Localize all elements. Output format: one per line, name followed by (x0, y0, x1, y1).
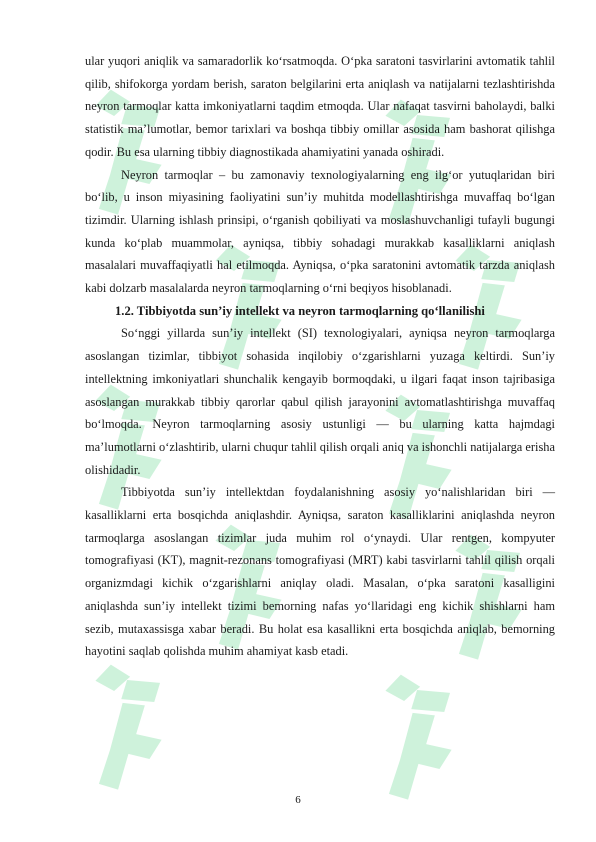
page-number: 6 (295, 794, 301, 806)
pdf-logo-watermark-icon (352, 661, 479, 805)
page-body (85, 50, 555, 663)
paragraph: ular yuqori aniqlik va samaradorlik ko‘rsatmoqda. O‘pka saratoni tasvirlarini avtomatik tahlil qilib, shifokorga yordam berish, saraton belgilarini erta aniqlash va natijalarni tezlashtirishda neyron tarmoqlar katta imkoniyatlarni taqdim etmoqda. Ular nafaqat tasvirni baholaydi, balki statistik ma’lumotlar, bemor tarixlari va boshqa tibbiy omillar asosida ham bashorat qilishga qodir. Bu esa ularning tibbiy diagnostikada ahamiyatini yanada oshiradi. (85, 54, 555, 159)
pdf-logo-watermark-icon (62, 651, 189, 795)
paragraph: Neyron tarmoqlar – bu zamonaviy texnologiyalarning eng ilg‘or yutuqlaridan biri bo‘lib, u inson miyasining faoliyatini sun’iy muhitda modellashtirishga muvaffaq bo‘lgan tizimdir. Ularning ishlash prinsipi, o‘rganish qobiliyati va moslashuvchanligi tufayli bugungi kunda ko‘plab muammolar, ayniqsa, tibbiy sohadagi murakkab kasalliklarni aniqlash masalalari muvaffaqiyatli hal etilmoqda. Ayniqsa, o‘pka saratonini avtomatik tarzda aniqlash kabi dolzarb masalalarda neyron tarmoqlarning o‘rni beqiyos hisoblanadi. (85, 167, 555, 296)
paragraph: Tibbiyotda sun’iy intellektdan foydalanishning asosiy yo‘nalishlaridan biri — kasalliklarni erta bosqichda aniqlashdir. Ayniqsa, saraton kasalliklarini aniqlashda neyron tarmoqlarga asoslangan tizimlar juda muhim rol o‘ynaydi. Ular rentgen, kompyuter tomografiyasi (KT), magnit-rezonans tomografiyasi (MRT) kabi tasvirlarni tahlil qilish orqali organizmdagi kichik o‘zgarishlarni aniqlay oladi. Masalan, o‘pka saratoni kasalligini aniqlashda sun’iy intellekt tizimi bemorning nafas yo‘llaridagi eng kichik shishlarni ham sezib, mutaxassisga xabar beradi. Bu holat esa kasallikni erta bosqichda aniqlab, bemorning hayotini saqlab qolishda muhim ahamiyat kasb etadi. (85, 485, 555, 659)
paragraph: So‘nggi yillarda sun’iy intellekt (SI) texnologiyalari, ayniqsa neyron tarmoqlarga asoslangan tizimlar, tibbiyot sohasida inqilobiy o‘zgarishlarni yuzaga keltirdi. Sun’iy intellektning imkoniyatlari shunchalik kengayib bormoqdaki, u ilgari faqat inson tajribasiga asoslangan murakkab tibbiy qarorlar qabul qilish jarayonini avtomatlashtirishga muvaffaq bo‘lmoqda. Neyron tarmoqlarning asosiy ustunligi — bu ularning katta hajmdagi ma’lumotlarni o‘zlashtirib, ularni chuqur tahlil qilish orqali aniq va ishonchli natijalarga erisha olishidadir. (85, 326, 555, 477)
section-heading: 1.2. Tibbiyotda sun’iy intellekt va neyron tarmoqlarning qo‘llanilishi (115, 303, 485, 318)
